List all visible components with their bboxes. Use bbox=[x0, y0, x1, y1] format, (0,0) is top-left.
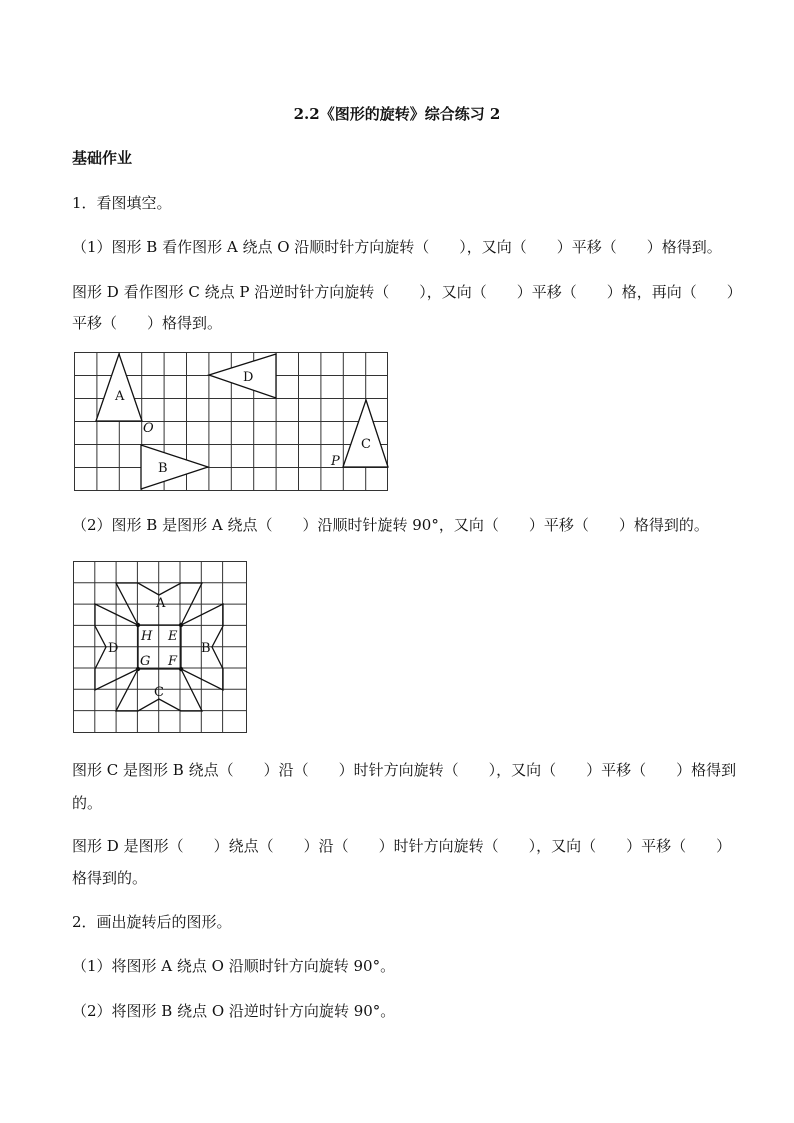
section-heading: 基础作业 bbox=[72, 149, 133, 167]
triangle-a bbox=[96, 354, 142, 421]
label-d: D bbox=[243, 370, 254, 385]
label-point-o: O bbox=[143, 421, 154, 436]
label-a: A bbox=[156, 596, 166, 611]
label-point-p: P bbox=[331, 454, 340, 469]
question-2-part-2-text: （2）将图形 B 绕点 O 沿逆时针方向旋转 90°。 bbox=[72, 1002, 396, 1020]
grid-lines bbox=[73, 561, 247, 733]
question-1-shape-c-line-2: 的。 bbox=[72, 794, 103, 812]
question-1-part-1-text: （1）图形 B 看作图形 A 绕点 O 沿顺时针方向旋转（ ），又向（ ）平移（ ）格得到。 bbox=[72, 238, 722, 256]
figure-1-grid bbox=[74, 352, 390, 492]
triangle-c bbox=[343, 400, 388, 467]
page-title: 2.2《图形的旋转》综合练习 2 bbox=[293, 105, 501, 123]
question-1-part-2-text: （2）图形 B 是图形 A 绕点（ ）沿顺时针旋转 90°，又向（ ）平移（ ）格得到的。 bbox=[72, 516, 709, 534]
label-point-f: F bbox=[168, 654, 178, 669]
label-point-h: H bbox=[141, 629, 153, 644]
label-d: D bbox=[108, 641, 119, 656]
question-1-heading: 1．看图填空。 bbox=[72, 194, 172, 212]
question-2-part-1-text: （1）将图形 A 绕点 O 沿顺时针方向旋转 90°。 bbox=[72, 957, 396, 975]
figure-2-grid bbox=[73, 561, 249, 734]
question-1-part-1-line-3: 平移（ ）格得到。 bbox=[72, 314, 223, 332]
question-2-heading: 2．画出旋转后的图形。 bbox=[72, 913, 232, 931]
label-point-g: G bbox=[140, 654, 151, 669]
question-1-shape-d-line-2: 格得到的。 bbox=[72, 869, 148, 887]
question-1-shape-c-line-1: 图形 C 是图形 B 绕点（ ）沿（ ）时针方向旋转（ ），又向（ ）平移（ ）格得到 bbox=[72, 761, 737, 779]
label-c: C bbox=[361, 437, 371, 452]
label-a: A bbox=[115, 389, 125, 404]
question-1-part-1-line-2: 图形 D 看作图形 C 绕点 P 沿逆时针方向旋转（ ），又向（ ）平移（ ）格，再向（ ） bbox=[72, 283, 742, 301]
question-1-shape-d-line-1: 图形 D 是图形（ ）绕点（ ）沿（ ）时针方向旋转（ ），又向（ ）平移（ ） bbox=[72, 837, 732, 855]
label-b: B bbox=[201, 641, 211, 656]
label-c: C bbox=[154, 685, 164, 700]
label-b: B bbox=[158, 461, 168, 476]
label-point-e: E bbox=[168, 629, 178, 644]
triangle-b bbox=[141, 445, 208, 489]
